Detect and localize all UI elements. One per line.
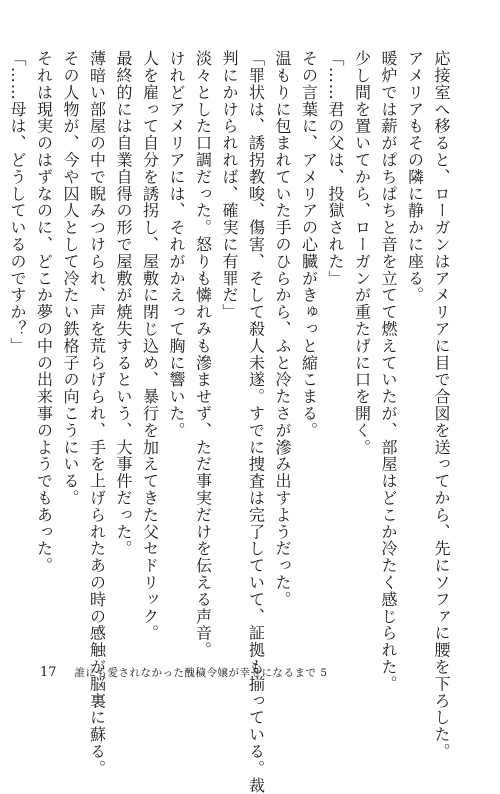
text-line: 温もりに包まれていた手のひらから、ふと冷たさが滲み出すようだった。 — [273, 50, 292, 608]
text-line: けれどアメリアには、それがかえって胸に響いた。 — [167, 50, 186, 439]
text-line: アメリアもその隣に静かに座る。 — [405, 50, 425, 304]
book-title: 誰にも愛されなかった醜穢令嬢が幸せになるまで 5 — [74, 666, 328, 679]
page-number: 17 — [40, 664, 57, 680]
text-line: 最終的には自業自得の形で屋敷が焼失するという、大事件だった。 — [114, 50, 133, 557]
text-line: それは現実のはずなのに、どこか夢の中の出来事のようでもあった。 — [34, 50, 54, 574]
text-line: 暖炉では薪がぱちぱちと音を立てて燃えていたが、部屋はどこか冷たく感じられた。 — [379, 50, 398, 693]
text-line: 淡々とした口調だった。怒りも憐れみも滲ませず、ただ事実だけを伝える声音。 — [193, 50, 213, 659]
text-line: 「……母は、どうしているのですか？」 — [8, 50, 27, 355]
text-line: 応接室へ移ると、ローガンはアメリアに目で合図を送ってから、先にソファに腰を下ろした。 — [432, 50, 451, 760]
text-line: 少し間を置いてから、ローガンが重たげに口を開く。 — [352, 50, 372, 456]
text-line: 人を雇って自分を誘拐し、屋敷に閉じ込め、暴行を加えてきた父セドリック。 — [140, 50, 160, 642]
text-line: 「……君の父は、投獄された」 — [326, 50, 345, 287]
text-line: その言葉に、アメリアの心臓がきゅっと縮こまる。 — [299, 50, 319, 439]
text-line: 「罪状は、誘拐教唆、傷害、そして殺人未遂。すでに捜査は完了していて、証拠も揃っている。裁 — [246, 50, 266, 794]
page-footer — [40, 664, 460, 680]
text-line: 薄暗い部屋の中で睨みつけられ、声を荒らげられ、手を上げられたあの時の感触が脳裏に蘇る。 — [87, 50, 107, 777]
text-line: 判にかけられれば、確実に有罪だ」 — [220, 50, 239, 321]
text-line: その人物が、今や囚人として冷たい鉄格子の向こうにいる。 — [61, 50, 80, 507]
